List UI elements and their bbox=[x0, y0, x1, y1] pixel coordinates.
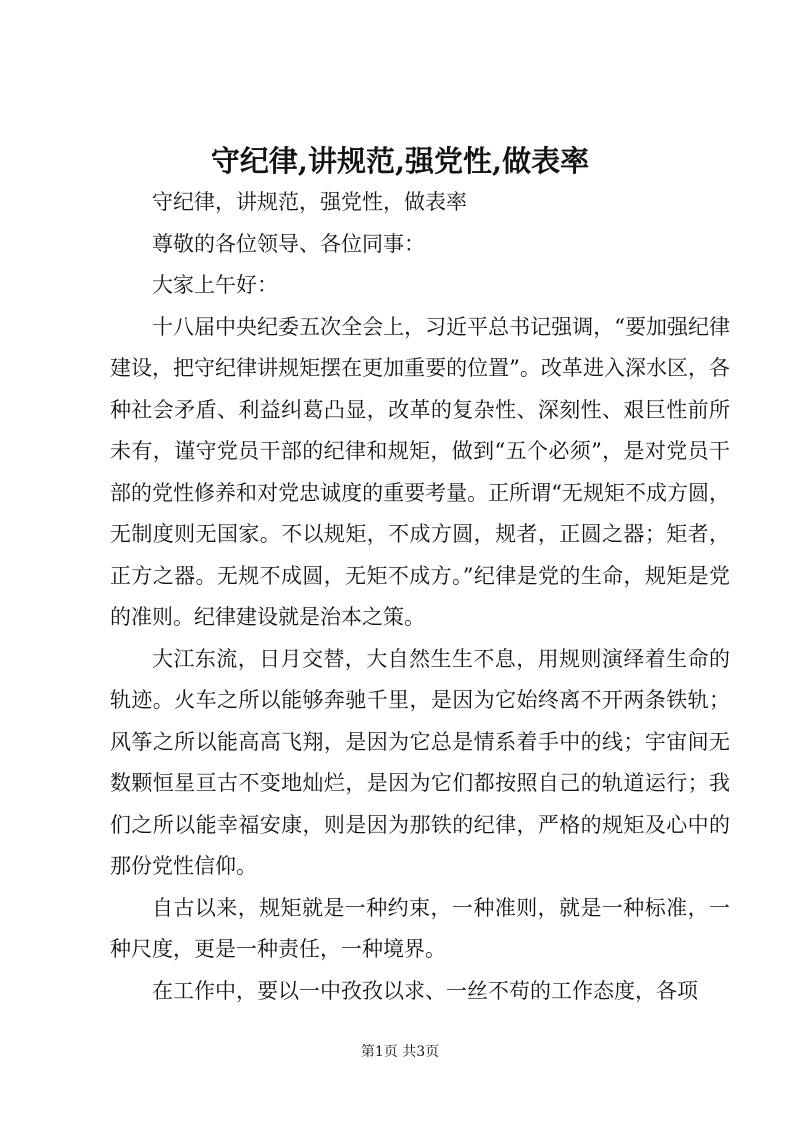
paragraph-discipline: 十八届中央纪委五次全会上，习近平总书记强调，“要加强纪律建设，把守纪律讲规矩摆在更加重要的位置”。改革进入深水区，各种社会矛盾、利益纠葛凸显，改革的复杂性、深刻性、艰巨性前所未有，谨守党员干部的纪律和规矩，做到“五个必须”，是对党员干部的党性修养和对党忠诚度的重要考量。正所谓“无规矩不成方圆，无制度则无国家。不以规矩，不成方圆，规者，正圆之器；矩者，正方之器。无规不成圆，无矩不成方。”纪律是党的生命，规矩是党的准则。纪律建设就是治本之策。 bbox=[110, 314, 730, 629]
paragraph-salutation: 尊敬的各位领导、各位同事： bbox=[152, 231, 425, 256]
paragraph-at-work: 在工作中，要以一中孜孜以求、一丝不苟的工作态度，各项 bbox=[152, 978, 698, 1003]
paragraph-greeting: 大家上午好： bbox=[152, 273, 278, 297]
paragraph-river-metaphor: 大江东流，日月交替，大自然生生不息，用规则演绎着生命的轨迹。火车之所以能够奔驰千里，是因为它始终离不开两条铁轨；风筝之所以能高高飞翔，是因为它总是情系着手中的线；宇宙间无数颗恒星亘古不变地灿烂，是因为它们都按照自己的轨道运行；我们之所以能幸福安康，则是因为那铁的纪律，严格的规矩及心中的那份党性信仰。 bbox=[110, 646, 730, 878]
paragraph-rules-since-ancient: 自古以来，规矩就是一种约束，一种准则，就是一种标准，一种尺度，更是一种责任，一种境界。 bbox=[110, 895, 730, 961]
paragraph-heading-repeat: 守纪律，讲规范，强党性，做表率 bbox=[152, 190, 467, 214]
document-body bbox=[110, 182, 730, 1012]
page-number-footer: 第1页 共3页 bbox=[360, 1044, 440, 1060]
document-title: 守纪律,讲规范,强党性,做表率 bbox=[210, 144, 590, 178]
